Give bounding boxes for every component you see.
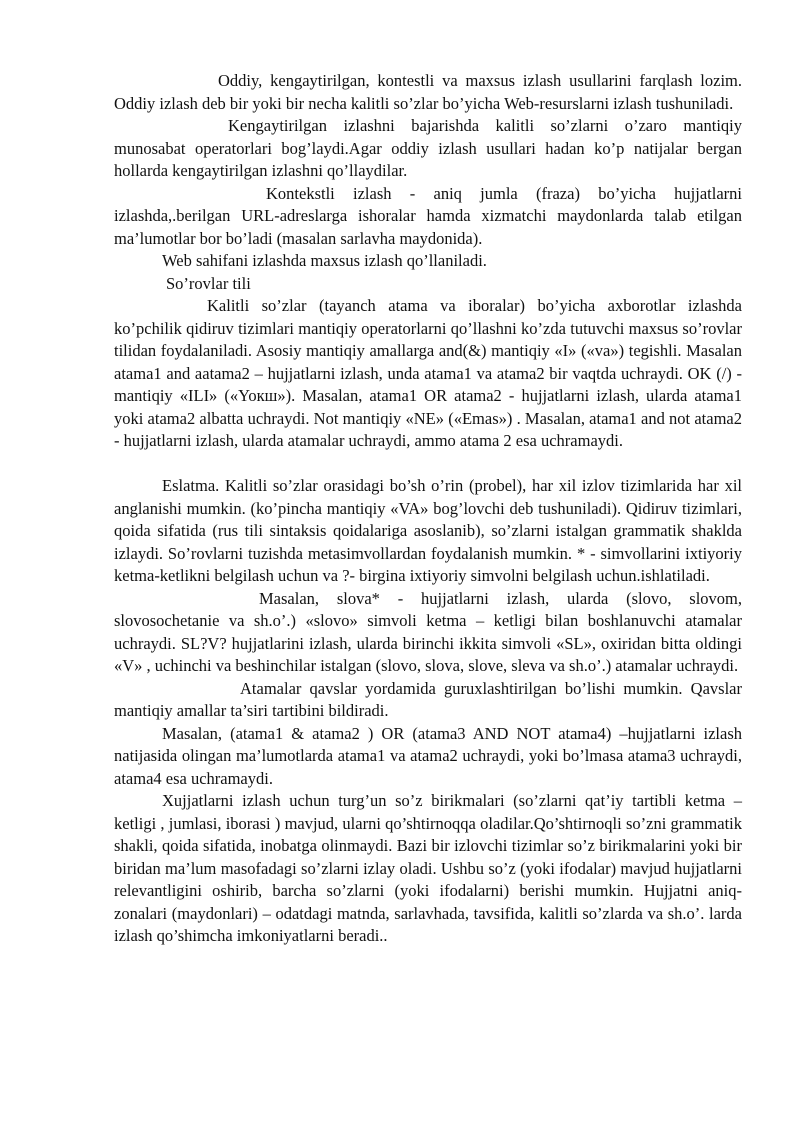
section-heading-query-language: So’rovlar tili	[166, 273, 251, 293]
paragraph-extended-search: Kengaytirilgan izlashni bajarishda kalitli so’zlarni o’zaro mantiqiy munosabat operatorlari bog’laydi.Agar oddiy izlash usullari hadan ko’p natijalar bergan hollarda kengaytirilgan izlashni qo’llaydilar.	[114, 116, 742, 180]
document-page	[114, 70, 742, 948]
paragraph-parentheses: Atamalar qavslar yordamida guruxlashtirilgan bo’lishi mumkin. Qavslar mantiqiy amallar ta’siri tartibini bildiradi.	[114, 678, 742, 720]
paragraph-grouping-example: Masalan, (atama1 & atama2 ) OR (atama3 AND NOT atama4) –hujjatlarni izlash natijasida olingan ma’lumotlarda atama1 va atama2 uchraydi, yoki bo’lmasa atama3 uchraydi, atama4 esa uchramaydi.	[114, 723, 742, 788]
paragraph-contextual-search: Kontekstli izlash - aniq jumla (fraza) bo’yicha hujjatlarni izlashda,.berilgan URL-adreslarga ishoralar hamda xizmatchi maydonlarda talab etilgan ma’lumotlar bor bo’ladi (masalan sarlavha maydonida).	[114, 183, 742, 248]
paragraph-special-search: Web sahifani izlashda maxsus izlash qo’llaniladi.	[162, 251, 487, 270]
paragraph-gap	[114, 453, 742, 476]
paragraph-search-methods: Oddiy, kengaytirilgan, kontestli va maxsus izlash usullarini farqlash lozim. Oddiy izlash deb bir yoki bir necha kalitli so’zlar bo’yicha Web-resurslarni izlash tushuniladi.	[114, 71, 742, 113]
paragraph-logical-operators: Kalitli so’zlar (tayanch atama va iboralar) bo’yicha axborotlar izlashda ko’pchilik qidiruv tizimlari mantiqiy operatorlarni qo’llashni ko’zda tutuvchi maxsus so’rovlar tilidan foydalaniladi. Asosiy mantiqiy amallarga and(&) mantiqiy «I» («va») tegishli. Masalan atama1 and aatama2 – hujjatlarni izlash, unda atama1 va atama2 bir vaqtda uchraydi. OK (/) - mantiqiy «ILI» («Yoкш»). Masalan, atama1 OR atama2 - hujjatlarni izlash, ularda atama1 yoki atama2 albatta uchraydi. Not mantiqiy «NE» («Emas») . Masalan, atama1 and not atama2 - hujjatlarni izlash, ularda atamalar uchraydi, ammo atama 2 esa uchramaydi.	[114, 296, 742, 450]
paragraph-phrase-search: Xujjatlarni izlash uchun turg’un so’z birikmalari (so’zlarni qat’iy tartibli ketma – ketligi , jumlasi, iborasi ) mavjud, ularni qo’shtirnoqqa oladilar.Qo’shtirnoqli so’zni grammatik shakli, qoida sifatida, inobatga olinmaydi. Bazi bir izlovchi tizimlar so’z birikmalarini yoki bir biridan ma’lum masofadagi so’zlarni izlay oladi. Ushbu so’z (yoki ifodalar) mavjud hujjatlarni relevantligini oshirib, barcha so’zlarni (yoki ifodalarni) berishi mumkin. Hujjatni aniq- zonalari (maydonlari) – odatdagi matnda, sarlavhada, tavsifida, kalitli so’zlarda va sh.o’. larda izlash qo’shimcha imkoniyatlarni beradi..	[114, 791, 742, 945]
paragraph-metasymbol-example: Masalan, slova* - hujjatlarni izlash, ularda (slovo, slovom, slovosochetanie va sh.o’.) «slovo» simvoli ketma – ketligi bilan boshlanuvchi atamalar uchraydi. SL?V? hujjatlarini izlash, ularda birinchi ikkita simvoli «SL», oxiridan bitta oldingi «V» , uchinchi va beshinchilar istalgan (slovo, slova, slove, sleva va sh.o’.) atamalar uchraydi.	[114, 588, 742, 675]
paragraph-note: Eslatma. Kalitli so’zlar orasidagi bo’sh o’rin (probel), har xil izlov tizimlarida har xil anglanishi mumkin. (ko’pincha mantiqiy «VA» bog’lovchi deb tushuniladi). Qidiruv tizimlari, qoida sifatida (rus tili sintaksis qoidalariga asoslanib), so’zlarni istalgan grammatik shaklda izlaydi. So’rovlarni tuzishda metasimvollardan foydalanish mumkin. * - simvollarini ixtiyoriy ketma-ketlikni belgilash uchun va ?- birgina ixtiyoriy simvolni belgilash uchun.ishlatiladi.	[114, 476, 742, 585]
